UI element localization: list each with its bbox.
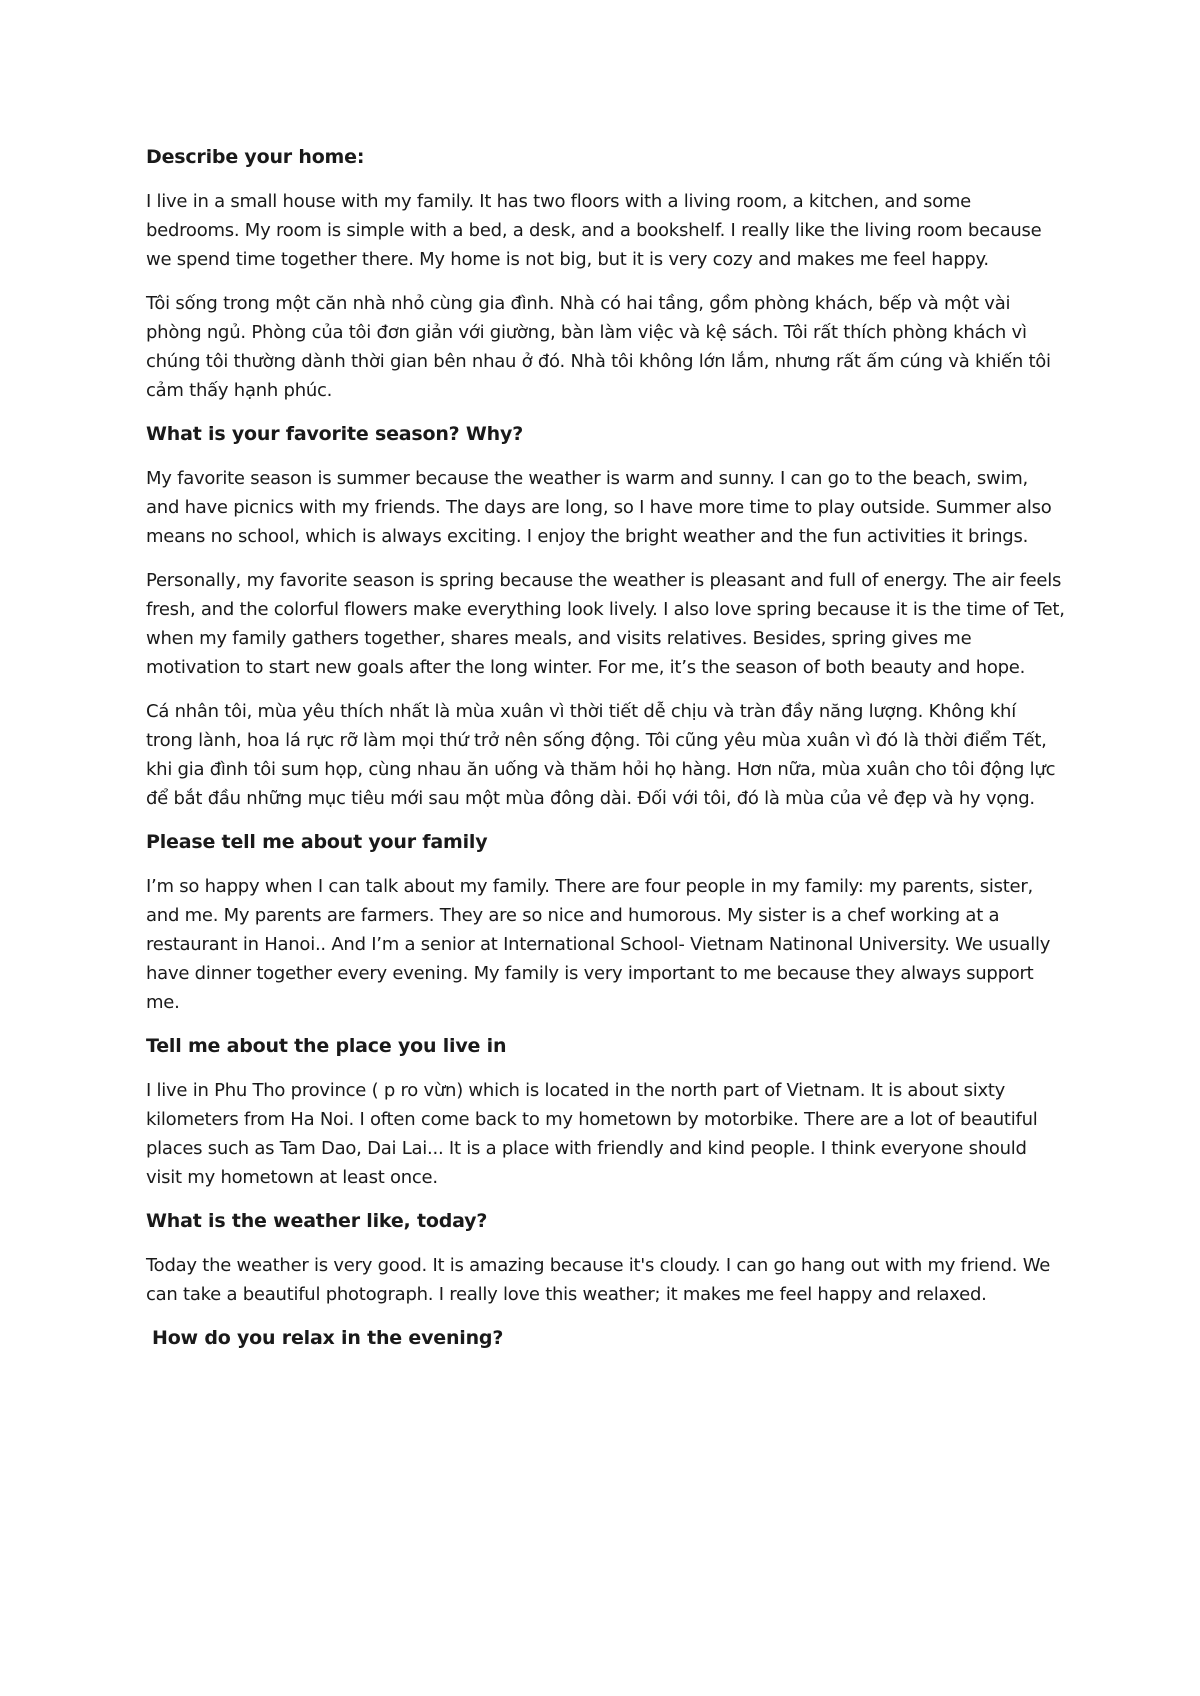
document-page xyxy=(146,143,1066,1368)
paragraph-home-vietnamese: Tôi sống trong một căn nhà nhỏ cùng gia đình. Nhà có hai tầng, gồm phòng khách, bếp và một vài phòng ngủ. Phòng của tôi đơn giản với giường, bàn làm việc và kệ sách. Tôi rất thích phòng khách vì chúng tôi thường dành thời gian bên nhau ở đó. Nhà tôi không lớn lắm, nhưng rất ấm cúng và khiến tôi cảm thấy hạnh phúc. xyxy=(146,293,1051,401)
paragraph-season-spring: Personally, my favorite season is spring because the weather is pleasant and full of energy. The air feels fresh, and the colorful flowers make everything look lively. I also love spring because it is the time of Tet, when my family gathers together, shares meals, and visits relatives. Besides, spring gives me motivation to start new goals after the long winter. For me, it’s the season of both beauty and hope. xyxy=(146,570,1065,678)
paragraph-season-vietnamese: Cá nhân tôi, mùa yêu thích nhất là mùa xuân vì thời tiết dễ chịu và tràn đầy năng lượng. Không khí trong lành, hoa lá rực rỡ làm mọi thứ trở nên sống động. Tôi cũng yêu mùa xuân vì đó là thời điểm Tết, khi gia đình tôi sum họp, cùng nhau ăn uống và thăm hỏi họ hàng. Hơn nữa, mùa xuân cho tôi động lực để bắt đầu những mục tiêu mới sau một mùa đông dài. Đối với tôi, đó là mùa của vẻ đẹp và hy vọng. xyxy=(146,701,1056,809)
paragraph-weather: Today the weather is very good. It is amazing because it's cloudy. I can go hang out with my friend. We can take a beautiful photograph. I really love this weather; it makes me feel happy and relaxed. xyxy=(146,1255,1051,1305)
paragraph-family: I’m so happy when I can talk about my family. There are four people in my family: my parents, sister, and me. My parents are farmers. They are so nice and humorous. My sister is a chef working at a restaurant in Hanoi.. And I’m a senior at International School- Vietnam Natinonal University. We usually have dinner together every evening. My family is very important to me because they always support me. xyxy=(146,876,1051,1013)
section-heading-weather: What is the weather like, today? xyxy=(146,1210,488,1232)
section-heading-family: Please tell me about your family xyxy=(146,831,488,853)
paragraph-place: I live in Phu Tho province ( p ro vừn) which is located in the north part of Vietnam. It is about sixty kilometers from Ha Noi. I often come back to my hometown by motorbike. There are a lot of beautiful places such as Tam Dao, Dai Lai... It is a place with friendly and kind people. I think everyone should visit my hometown at least once. xyxy=(146,1080,1038,1188)
section-heading-relax: How do you relax in the evening? xyxy=(152,1327,504,1349)
section-heading-place: Tell me about the place you live in xyxy=(146,1035,507,1057)
paragraph-season-summer: My favorite season is summer because the weather is warm and sunny. I can go to the beach, swim, and have picnics with my friends. The days are long, so I have more time to play outside. Summer also means no school, which is always exciting. I enjoy the bright weather and the fun activities it brings. xyxy=(146,468,1052,547)
section-heading-season: What is your favorite season? Why? xyxy=(146,423,524,445)
paragraph-home-english: I live in a small house with my family. It has two floors with a living room, a kitchen, and some bedrooms. My room is simple with a bed, a desk, and a bookshelf. I really like the living room because we spend time together there. My home is not big, but it is very cozy and makes me feel happy. xyxy=(146,191,1042,270)
section-heading-home: Describe your home: xyxy=(146,146,365,168)
